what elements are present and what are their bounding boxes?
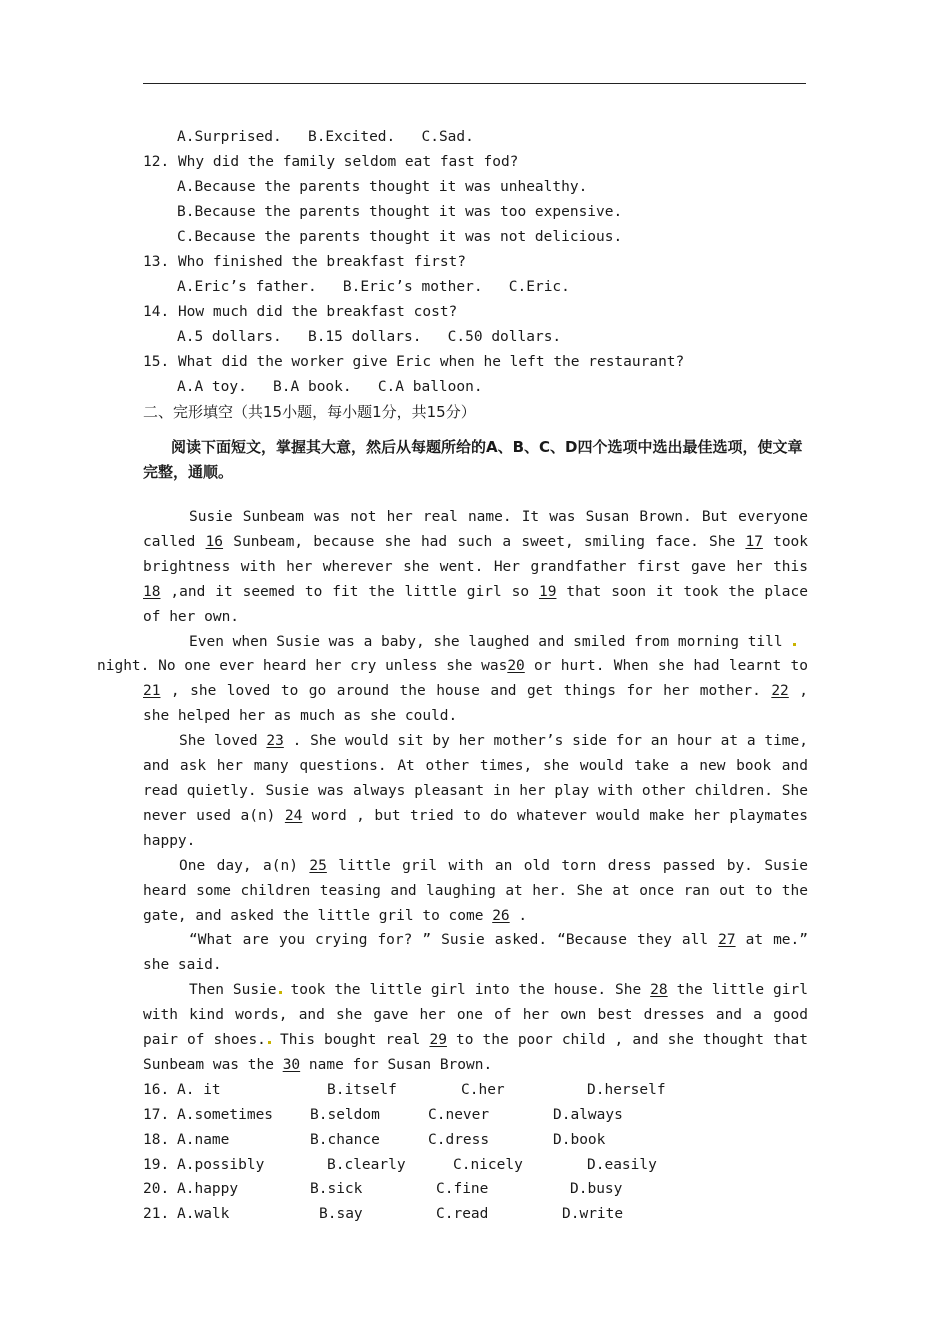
prev-options xyxy=(143,125,808,150)
stray-dot xyxy=(793,643,796,646)
paragraph-2: Even when Susie was a baby, she laughed and smiled from morning till night. No one ever heard her cry unless she was20 or hurt. When she had learnt to 21 , she loved to go around the house and get things for her mother. 22 , she helped her as much as she could. xyxy=(97,633,808,725)
blank-18: 18 xyxy=(143,583,161,600)
paragraph-5: “What are you crying for? ” Susie asked. “Because they all 27 at me.” she said. xyxy=(143,932,808,974)
choice-list xyxy=(143,1078,808,1227)
blank-21: 21 xyxy=(143,683,161,700)
blank-29: 29 xyxy=(429,1032,447,1049)
option-c: C.Sad. xyxy=(421,129,474,145)
choice-row-20: 20. A.happy B.sick C.fine D.busy xyxy=(143,1181,623,1198)
choice-row-21: 21. A.walk B.say C.read D.write xyxy=(143,1206,624,1223)
blank-30: 30 xyxy=(282,1056,301,1073)
blank-20: 20 xyxy=(507,658,525,675)
question-15: 15. What did the worker give Eric when he left the restaurant? xyxy=(143,354,685,370)
header-rule xyxy=(143,83,806,84)
question-12-option-a: A.Because the parents thought it was unhealthy. xyxy=(177,179,588,195)
question-12: 12. Why did the family seldom eat fast fod? xyxy=(143,154,519,170)
blank-27: 27 xyxy=(718,932,736,949)
paragraph-3: She loved 23 . She would sit by her mother’s side for an hour at a time, and ask her many questions. At other times, she would take a new book and read quietly. Susie was always pleasant in her play with other children. She never used a(n) 24 word , but tried to do whatever would make her playmates happy. xyxy=(143,733,808,849)
section-title: 二、完形填空（共15小题，每小题1分，共15分） xyxy=(143,403,476,421)
question-15-options: A.A toy. B.A book. C.A balloon. xyxy=(177,379,483,395)
blank-16: 16 xyxy=(205,533,224,550)
paragraph-6: Then Susie took the little girl into the house. She 28 the little girl with kind words, and she gave her one of her own best dresses and a good pair of shoes. This bought real 29 to the poor child , and she thought that Sunbeam was the 30 name for Susan Brown. xyxy=(143,982,809,1073)
blank-19: 19 xyxy=(538,583,557,600)
question-13: 13. Who finished the breakfast first? xyxy=(143,254,467,270)
choice-row-16: 16. A. it B.itself C.her D.herself xyxy=(143,1081,666,1098)
question-12-option-c: C.Because the parents thought it was not delicious. xyxy=(177,229,623,245)
section-instruction: 阅读下面短文，掌握其大意，然后从每题所给的A、B、C、D四个选项中选出最佳选项，使文章完整，通顺。 xyxy=(143,438,803,481)
question-14-options: A.5 dollars. B.15 dollars. C.50 dollars. xyxy=(177,329,562,345)
question-12-option-b: B.Because the parents thought it was too expensive. xyxy=(177,204,623,220)
option-a: A.Surprised. xyxy=(177,129,282,145)
paragraph-4: One day, a(n) 25 little gril with an old torn dress passed by. Susie heard some children teasing and laughing at her. She at once ran out to the gate, and asked the little gril to come 26 . xyxy=(143,857,809,924)
page-content xyxy=(97,125,809,1227)
choice-row-18: 18. A.name B.chance C.dress D.book xyxy=(143,1131,606,1148)
blank-17: 17 xyxy=(745,533,763,550)
option-b: B.Excited. xyxy=(307,129,396,145)
blank-25: 25 xyxy=(309,857,327,874)
question-13-options: A.Eric’s father. B.Eric’s mother. C.Eric. xyxy=(177,279,570,295)
blank-28: 28 xyxy=(650,982,668,999)
cloze-passage xyxy=(97,505,809,1078)
choice-row-19: 19. A.possibly B.clearly C.nicely D.easily xyxy=(143,1156,657,1173)
blank-26: 26 xyxy=(492,907,510,924)
blank-23: 23 xyxy=(266,733,284,750)
blank-22: 22 xyxy=(771,683,789,700)
paragraph-1: Susie Sunbeam was not her real name. It was Susan Brown. But everyone called 16 Sunbeam, because she had such a sweet, smiling face. She 17 took brightness with her wherever she went. Her grandfather first gave her this 18 ,and it seemed to fit the little girl so 19 that soon it took the place of her own. xyxy=(143,509,809,625)
blank-24: 24 xyxy=(284,807,303,824)
question-14: 14. How much did the breakfast cost? xyxy=(143,304,458,320)
choice-row-17: 17. A.sometimes B.seldom C.never D.always xyxy=(143,1106,623,1123)
